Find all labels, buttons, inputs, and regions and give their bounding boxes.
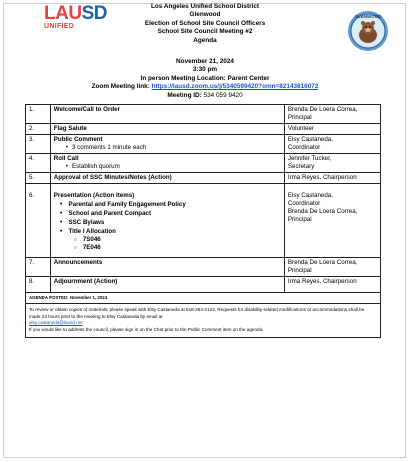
agenda-row — [26, 135, 381, 154]
meeting-location: In person Meeting Location: Parent Center — [140, 74, 270, 82]
agenda-posted-date: AGENDA POSTED: November 1, 2024 — [26, 293, 381, 304]
item-presenter: Irma Reyes, Chairperson — [284, 277, 380, 293]
item-number: 1. — [26, 105, 51, 124]
meeting-purpose: Election of School Site Council Officers — [144, 19, 266, 27]
item-title: Public Comment • 3 comments 1 minute each — [50, 135, 284, 154]
item-title: Adjournment (Action) — [50, 277, 284, 293]
agenda-row — [26, 105, 381, 124]
presentation-item: ● School and Parent Compact — [54, 209, 281, 218]
agenda-row — [26, 258, 381, 277]
item-number: 5. — [26, 173, 51, 184]
item-title: Roll Call • Establish quorum — [50, 154, 284, 173]
lausd-logo: LAUSD UNIFIED — [44, 3, 107, 30]
item-title: Approval of SSC Minutes/Notes (Action) — [50, 173, 284, 184]
accessibility-notice: To review or obtain copies of materials, please speak with Elsy Castaneda at 818-254-2123. Requests for disability-related modifications or accommodations shall be made 24 hours prior to the meeting to Elsy Castaneda by email at elsy.castaneda@lausd.net If you would like to address the council, please sign in on the Chat prior to the Public Comment item on the agenda. — [26, 304, 381, 338]
document-header — [90, 3, 320, 45]
item-number: 8. — [26, 277, 51, 293]
item-title: Flag Salute — [50, 124, 284, 135]
item-number: 6. — [26, 184, 51, 258]
agenda-row — [26, 154, 381, 173]
item-subpoint: • Establish quorum — [54, 163, 281, 171]
contact-email-link[interactable]: elsy.castaneda@lausd.net — [29, 320, 83, 326]
meeting-time: 3:30 pm — [192, 66, 218, 74]
allocation-code: ○ 7S046 — [54, 236, 281, 244]
item-title: Presentation (Action Items) ● Parental and Family Engagement Policy ● School and Parent Compact ● SSC Bylaws ● Title I Allocation ○ 7S046 ○ 7E046 — [50, 184, 284, 258]
school-name: Glenwood — [189, 11, 221, 19]
agenda-row — [26, 184, 381, 258]
item-presenter: Brenda De Loera Correa, Principal — [284, 105, 380, 124]
district-name: Los Angeles Unified School District — [150, 3, 260, 10]
item-number: 4. — [26, 154, 51, 173]
allocation-code: ○ 7E046 — [54, 244, 281, 252]
agenda-row — [26, 277, 381, 293]
item-number: 3. — [26, 135, 51, 154]
agenda-notice-row — [26, 304, 381, 338]
item-presenter: Elsy Castaneda, Coordinator — [284, 135, 380, 154]
meeting-date: November 21, 2024 — [176, 58, 234, 65]
agenda-row — [26, 173, 381, 184]
meeting-info — [60, 58, 350, 100]
item-title: Announcements — [50, 258, 284, 277]
svg-text:GLENWOOD: GLENWOOD — [354, 14, 382, 19]
item-title: Welcome/Call to Order — [50, 105, 284, 124]
item-presenter: Brenda De Loera Correa, Principal — [284, 258, 380, 277]
presentation-item: ● Title I Allocation — [54, 227, 281, 236]
agenda-heading: Agenda — [193, 36, 217, 44]
agenda-table — [25, 104, 381, 338]
agenda-row — [26, 124, 381, 135]
meeting-title: School Site Council Meeting #2 — [157, 28, 253, 36]
item-subpoint: • 3 comments 1 minute each — [54, 144, 281, 152]
presentation-item: ● SSC Bylaws — [54, 218, 281, 227]
zoom-label: Zoom Meeting link: — [91, 83, 152, 91]
meeting-id-label: Meeting ID: — [167, 91, 204, 99]
agenda-posted-row — [26, 293, 381, 304]
item-presenter: Jennifer Tucker, Secretary — [284, 154, 380, 173]
zoom-link[interactable]: https://lausd.zoom.us/j/5340599420?omn=82143816072 — [151, 83, 319, 91]
presentation-item: ● Parental and Family Engagement Policy — [54, 200, 281, 209]
item-number: 7. — [26, 258, 51, 277]
item-number: 2. — [26, 124, 51, 135]
glenwood-seal-icon — [347, 10, 389, 52]
meeting-id-value: 534 059 9420 — [203, 91, 243, 99]
item-presenter: Irma Reyes, Chairperson — [284, 173, 380, 184]
item-presenter: Elsy Castaneda, Coordinator Brenda De Loera Correa, Principal — [284, 184, 380, 258]
item-presenter: Volunteer — [284, 124, 380, 135]
